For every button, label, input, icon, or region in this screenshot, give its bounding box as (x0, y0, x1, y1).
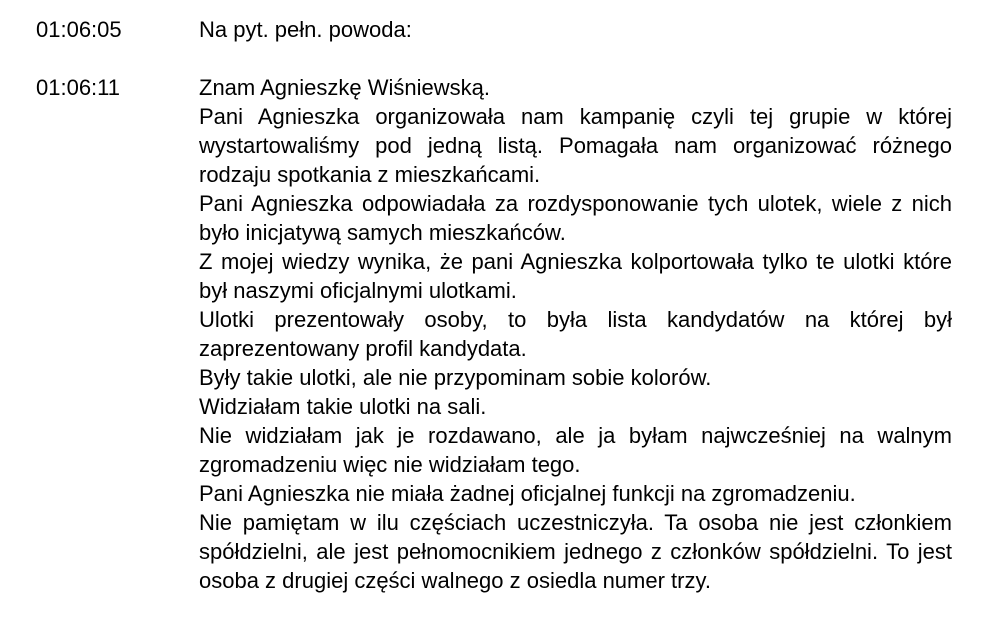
paragraph: Z mojej wiedzy wynika, że pani Agnieszka kolportowała tylko te ulotki które był naszymi oficjalnymi ulotkami. (199, 249, 952, 303)
timestamp: 01:06:05 (36, 17, 122, 42)
paragraph: Ulotki prezentowały osoby, to była lista kandydatów na której był zaprezentowany profil kandydata. (199, 307, 952, 361)
entry-content (199, 73, 952, 595)
paragraph: Pani Agnieszka nie miała żadnej oficjalnej funkcji na zgromadzeniu. (199, 481, 856, 506)
paragraph: Pani Agnieszka odpowiadała za rozdysponowanie tych ulotek, wiele z nich było inicjatywą samych mieszkańców. (199, 191, 952, 245)
transcript-entry (0, 73, 993, 595)
entry-content (199, 15, 952, 44)
paragraph: Widziałam takie ulotki na sali. (199, 394, 487, 419)
paragraph: Były takie ulotki, ale nie przypominam sobie kolorów. (199, 365, 712, 390)
transcript-document (0, 15, 993, 595)
paragraph: Nie pamiętam w ilu częściach uczestniczyła. Ta osoba nie jest członkiem spółdzielni, ale jest pełnomocnikiem jednego z członków spółdzielni. To jest osoba z drugiej części walnego z osiedla numer trzy. (199, 510, 952, 593)
paragraph: Znam Agnieszkę Wiśniewską. (199, 75, 490, 100)
timestamp: 01:06:11 (36, 75, 121, 100)
transcript-entry (0, 15, 993, 44)
paragraph: Na pyt. pełn. powoda: (199, 17, 412, 42)
paragraph: Pani Agnieszka organizowała nam kampanię czyli tej grupie w której wystartowaliśmy pod jedną listą. Pomagała nam organizować różnego rodzaju spotkania z mieszkańcami. (199, 104, 952, 187)
paragraph: Nie widziałam jak je rozdawano, ale ja byłam najwcześniej na walnym zgromadzeniu więc nie widziałam tego. (199, 423, 952, 477)
